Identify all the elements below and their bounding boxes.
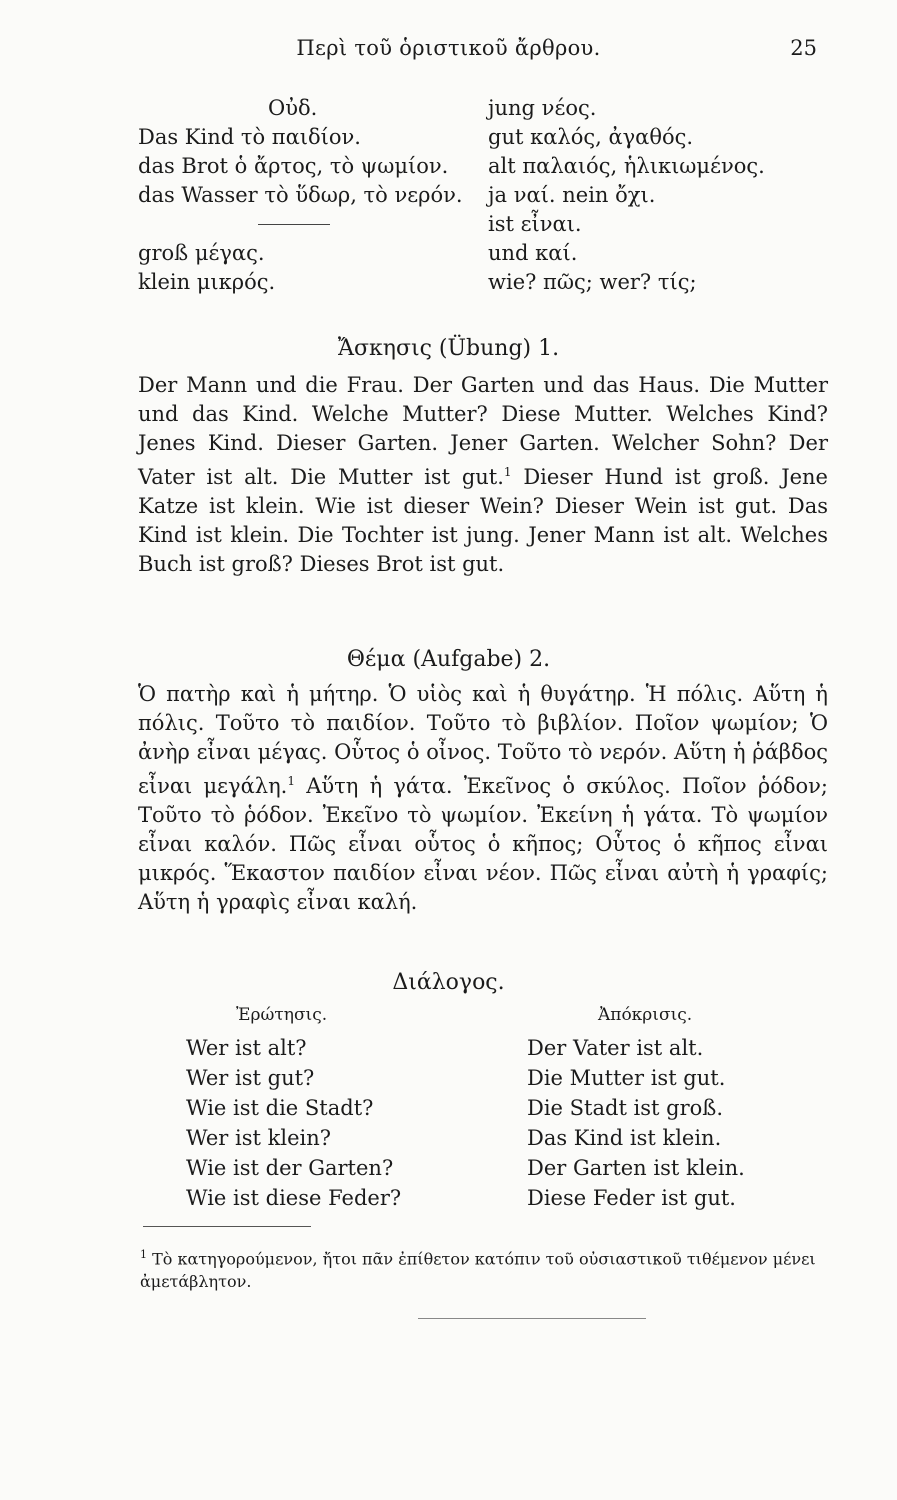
page-number: 25 <box>790 36 817 60</box>
vocabulary-heading: Οὐδ. <box>268 96 318 120</box>
question-line: Wer ist klein? <box>186 1126 331 1150</box>
vocabulary-entry: wie? πῶς; wer? τίς; <box>488 270 697 294</box>
answer-line: Der Garten ist klein. <box>527 1156 745 1180</box>
question-line: Wer ist gut? <box>186 1066 315 1090</box>
task-text-part-1: Ὁ πατὴρ καὶ ἡ μήτηρ. Ὁ υἱὸς καὶ ἡ θυγάτηρ. Ἡ πόλις. Αὕτη ἡ πόλις. Τοῦτο τὸ παιδίον. Τοῦτο τὸ βιβλίον. Ποῖον ψωμίον; Ὁ ἀνὴρ εἶναι μέγας. Οὗτος ὁ οἶνος. Τοῦτο τὸ νερόν. Αὕτη ἡ ῥάβδος εἶναι μεγάλη. <box>138 682 828 798</box>
question-line: Wer ist alt? <box>186 1036 307 1060</box>
answer-heading: Ἀπόκρισις. <box>598 1005 693 1025</box>
exercise-text <box>138 371 828 579</box>
vocabulary-entry: das Brot ὁ ἄρτος, τὸ ψωμίον. <box>138 154 449 178</box>
answer-line: Das Kind ist klein. <box>527 1126 722 1150</box>
footnote-divider <box>143 1226 311 1227</box>
answer-line: Die Stadt ist groß. <box>527 1096 723 1120</box>
vocabulary-entry: gut καλός, ἀγαθός. <box>488 125 694 149</box>
question-line: Wie ist die Stadt? <box>186 1096 374 1120</box>
vocabulary-entry: und καί. <box>488 241 578 265</box>
dialogue-title: Διάλογος. <box>392 970 505 995</box>
vocabulary-entry: ist εἶναι. <box>488 212 582 236</box>
question-line: Wie ist diese Feder? <box>186 1186 402 1210</box>
question-line: Wie ist der Garten? <box>186 1156 394 1180</box>
question-heading: Ἐρώτησις. <box>236 1005 328 1025</box>
vocabulary-entry: jung νέος. <box>488 96 597 120</box>
vocabulary-left-column <box>138 94 478 297</box>
bottom-divider <box>418 1318 646 1319</box>
question-list <box>186 1033 401 1213</box>
footnote-reference: 1 <box>287 774 295 788</box>
vocabulary-entry: klein μικρός. <box>138 270 276 294</box>
answer-line: Die Mutter ist gut. <box>527 1066 726 1090</box>
exercise-text-part-1: Der Mann und die Frau. Der Garten und das Haus. Die Mutter und das Kind. Welche Mutter? Diese Mutter. Welches Kind? Jenes Kind. Dieser Garten. Jener Garten. Welcher Sohn? Der Vater ist alt. Die Mutter ist gut. <box>138 373 828 489</box>
footnote-text: Τὸ κατηγορούμενον, ἤτοι πᾶν ἐπίθετον κατόπιν τοῦ οὐσιαστικοῦ τιθέμενον μένει ἀμετάβλητον. <box>140 1249 816 1292</box>
footnote <box>140 1243 830 1293</box>
task-title: Θέμα (Aufgabe) 2. <box>346 647 551 672</box>
vocabulary-entry: ja ναί. nein ὄχι. <box>488 183 656 207</box>
answer-line: Diese Feder ist gut. <box>527 1186 736 1210</box>
vocabulary-entry: groß μέγας. <box>138 241 265 265</box>
running-header: Περὶ τοῦ ὁριστικοῦ ἄρθρου. <box>296 36 601 60</box>
exercise-text-part-2: Dieser Hund ist groß. Jene Katze ist klein. Wie ist dieser Wein? Dieser Wein ist gut. Das Kind ist klein. Die Tochter ist jung. Jener Mann ist alt. Welches Buch ist groß? Dieses Brot ist gut. <box>138 465 828 576</box>
answer-line: Der Vater ist alt. <box>527 1036 704 1060</box>
task-text <box>138 680 828 917</box>
vocabulary-right-column <box>488 94 828 297</box>
exercise-title: Ἄσκησις (Übung) 1. <box>337 336 560 361</box>
task-text-part-2: Αὕτη ἡ γάτα. Ἐκεῖνος ὁ σκύλος. Ποῖον ῥόδον; Τοῦτο τὸ ῥόδον. Ἐκεῖνο τὸ ψωμίον. Ἐκείνη ἡ γάτα. Τὸ ψωμίον εἶναι καλόν. Πῶς εἶναι οὗτος ὁ κῆπος; Οὗτος ὁ κῆπος εἶναι μικρός. Ἕκαστον παιδίον εἶναι νέον. Πῶς εἶναι αὐτὴ ἡ γραφίς; Αὕτη ἡ γραφὶς εἶναι καλή. <box>138 774 829 914</box>
vocabulary-entry: das Wasser τὸ ὕδωρ, τὸ νερόν. <box>138 183 463 207</box>
vocabulary-divider <box>258 224 330 225</box>
footnote-mark: 1 <box>140 1248 147 1261</box>
footnote-reference: 1 <box>503 465 512 479</box>
answer-list <box>527 1033 745 1213</box>
vocabulary-entry: alt παλαιός, ἡλικιωμένος. <box>488 154 765 178</box>
vocabulary-entry: Das Kind τὸ παιδίον. <box>138 125 361 149</box>
